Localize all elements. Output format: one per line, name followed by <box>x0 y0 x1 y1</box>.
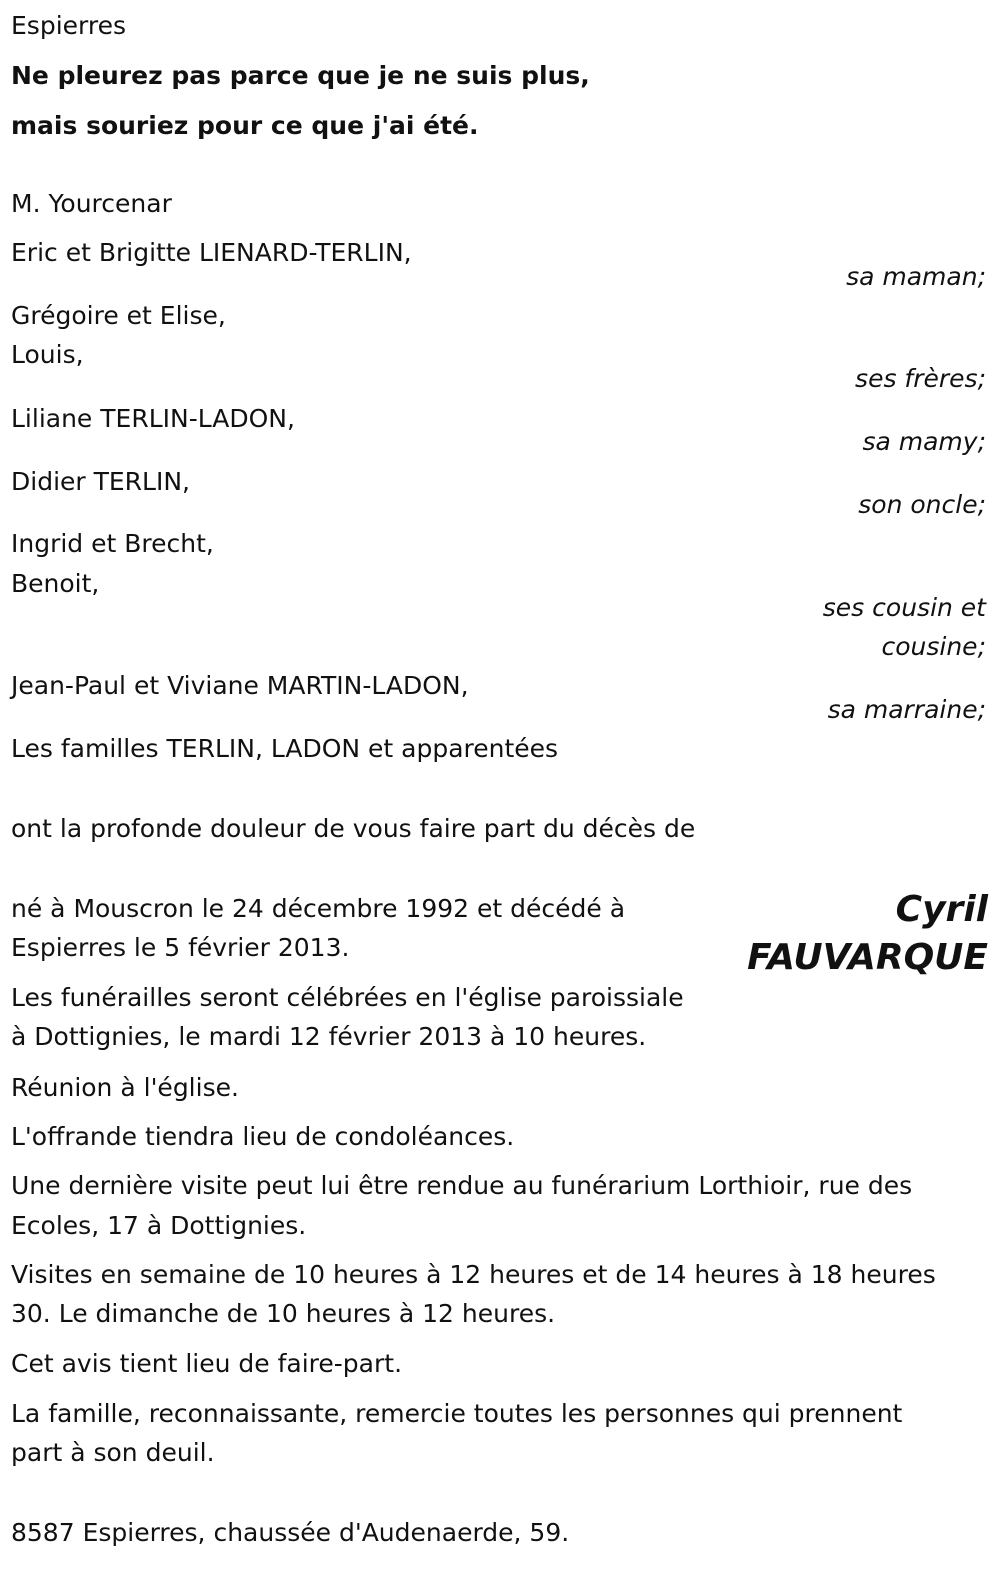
visit-line-2: Ecoles, 17 à Dottignies. <box>11 1211 307 1240</box>
family-name: Benoit, <box>11 569 100 598</box>
family-relation: ses cousin et <box>822 593 986 622</box>
birth-death-line-2: Espierres le 5 février 2013. <box>11 933 350 962</box>
visit-hours-line-1: Visites en semaine de 10 heures à 12 heures et de 14 heures à 18 heures <box>11 1260 936 1289</box>
birth-death-line-1: né à Mouscron le 24 décembre 1992 et décédé à <box>11 894 626 923</box>
family-relation: sa mamy; <box>862 427 986 456</box>
thanks-line-2: part à son deuil. <box>11 1438 215 1467</box>
family-relation: sa maman; <box>846 262 986 291</box>
family-relation: ses frères; <box>855 364 986 393</box>
family-name: Didier TERLIN, <box>11 467 191 496</box>
family-name: Eric et Brigitte LIENARD-TERLIN, <box>11 238 412 267</box>
quote-line-2: mais souriez pour ce que j'ai été. <box>11 111 479 140</box>
family-relation: son oncle; <box>858 490 986 519</box>
family-name: Grégoire et Elise, <box>11 301 226 330</box>
thanks-line-1: La famille, reconnaissante, remercie toutes les personnes qui prennent <box>11 1399 903 1428</box>
visit-line-1: Une dernière visite peut lui être rendue au funérarium Lorthioir, rue des <box>11 1171 913 1200</box>
family-name: Jean-Paul et Viviane MARTIN-LADON, <box>11 671 469 700</box>
funeral-line-2: à Dottignies, le mardi 12 février 2013 à 10 heures. <box>11 1022 647 1051</box>
family-relation: sa marraine; <box>827 695 986 724</box>
family-relation: cousine; <box>881 632 986 661</box>
family-name: Liliane TERLIN-LADON, <box>11 404 295 433</box>
deceased-first-name: Cyril <box>895 889 988 930</box>
place-header: Espierres <box>11 11 126 40</box>
notice: Cet avis tient lieu de faire-part. <box>11 1349 403 1378</box>
address: 8587 Espierres, chaussée d'Audenaerde, 59. <box>11 1518 570 1547</box>
family-name: Louis, <box>11 340 84 369</box>
quote-line-1: Ne pleurez pas parce que je ne suis plus, <box>11 61 590 90</box>
visit-hours-line-2: 30. Le dimanche de 10 heures à 12 heures. <box>11 1299 556 1328</box>
announcement: ont la profonde douleur de vous faire part du décès de <box>11 814 696 843</box>
offering: L'offrande tiendra lieu de condoléances. <box>11 1122 515 1151</box>
deceased-last-name: FAUVARQUE <box>747 937 988 978</box>
funeral-line-1: Les funérailles seront célébrées en l'église paroissiale <box>11 983 684 1012</box>
meeting: Réunion à l'église. <box>11 1073 239 1102</box>
family-name: Ingrid et Brecht, <box>11 529 214 558</box>
families-line: Les familles TERLIN, LADON et apparentées <box>11 734 559 763</box>
quote-author: M. Yourcenar <box>11 189 172 218</box>
